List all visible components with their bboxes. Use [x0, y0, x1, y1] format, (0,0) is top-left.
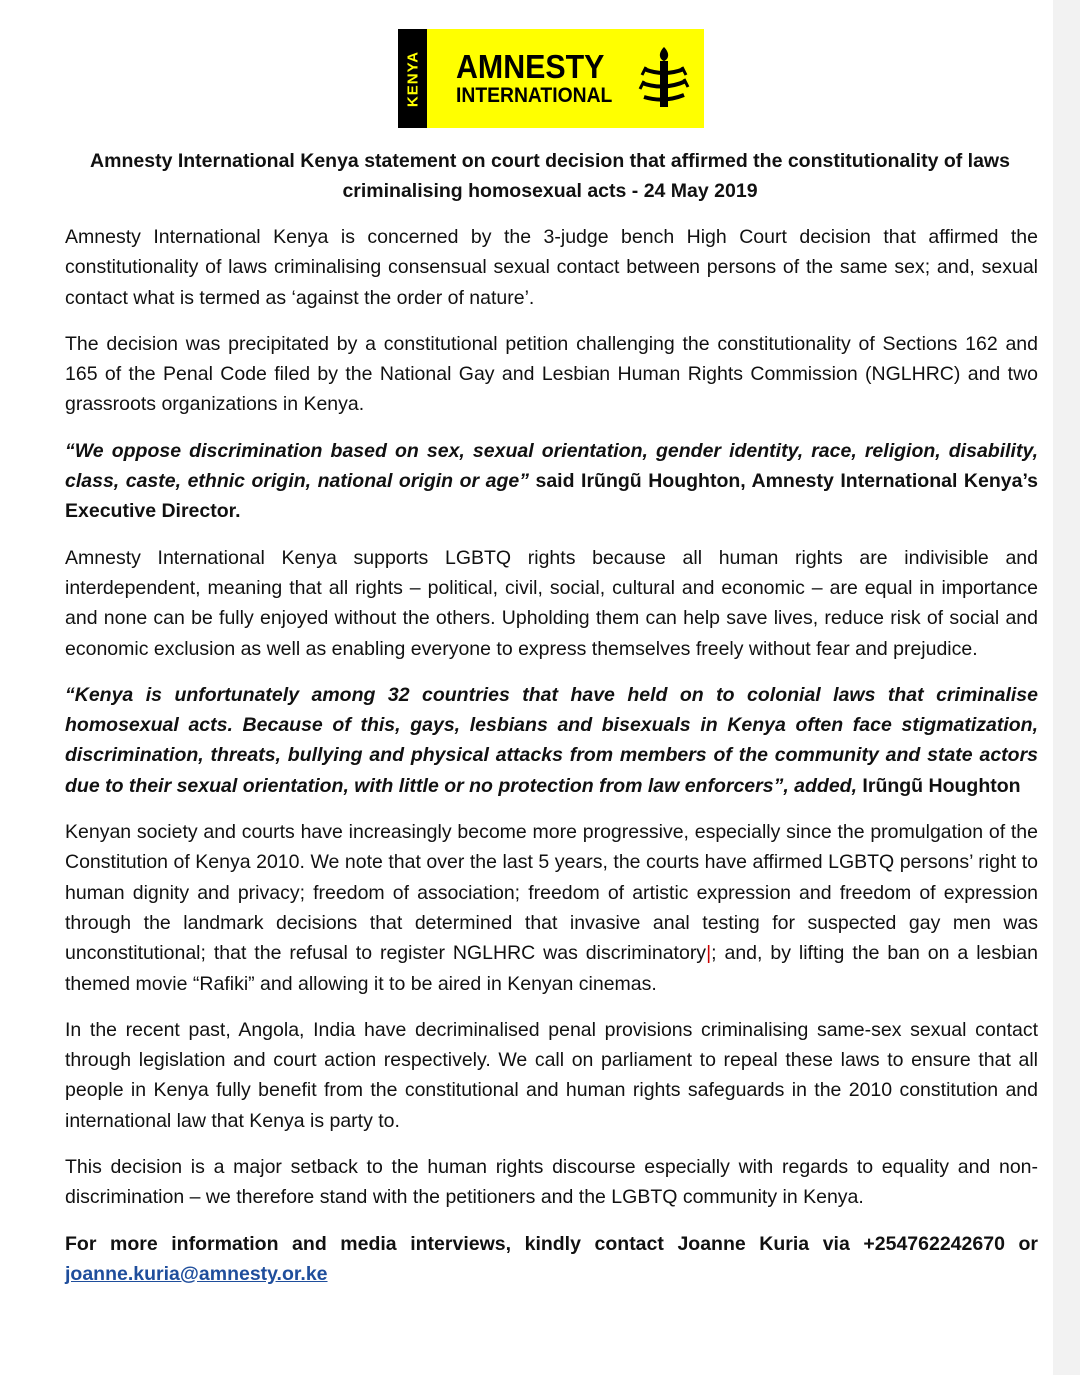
paragraph-contact	[65, 1229, 1038, 1290]
page-title: Amnesty International Kenya statement on court decision that affirmed the constitutionality of laws criminalising homosexual acts - 24 May 2019	[90, 150, 1010, 202]
statement-body	[65, 222, 1038, 1305]
amnesty-kenya-logo	[398, 29, 704, 128]
logo-amnesty-text: AMNESTY	[456, 47, 605, 85]
text-cursor-mark: |	[706, 942, 712, 965]
contact-text: For more information and media interviews, kindly contact Joanne Kuria via +254762242670 or	[65, 1232, 1038, 1255]
paragraph-setback: This decision is a major setback to the human rights discourse especially with regards to equality and non-discrimination – we therefore stand with the petitioners and the LGBTQ community in Kenya.	[65, 1156, 1038, 1209]
director-quote-attribution: said Irũngũ Houghton, Amnesty International Kenya’s Executive Director.	[65, 470, 1038, 523]
paragraph-progressive-courts	[65, 817, 1038, 999]
candle-barbed-wire-icon	[638, 45, 690, 113]
paragraph-call-to-parliament: In the recent past, Angola, India have decriminalised penal provisions criminalising same-sex sexual contact through legislation and court action respectively. We call on parliament to repeal these laws to ensure that all people in Kenya fully benefit from the constitutional and human rights safeguards in the 2010 constitution and international law that Kenya is party to.	[65, 1018, 1038, 1132]
logo-kenya-text: KENYA	[404, 50, 421, 107]
contact-email-link[interactable]: joanne.kuria@amnesty.or.ke	[65, 1262, 328, 1285]
colonial-laws-quote-attribution: Irũngũ Houghton	[857, 774, 1021, 797]
paragraph-lgbtq-rights: Amnesty International Kenya supports LGBTQ rights because all human rights are indivisible and interdependent, meaning that all rights – political, civil, social, cultural and economic – are equal in importance and none can be fully enjoyed without the others. Upholding them can help save lives, reduce risk of social and economic exclusion as well as enabling everyone to express themselves freely without fear and prejudice.	[65, 546, 1038, 660]
paragraph-petition: The decision was precipitated by a constitutional petition challenging the constitutionality of Sections 162 and 165 of the Penal Code filed by the National Gay and Lesbian Human Rights Commission (NGLHRC) and two grassroots organizations in Kenya.	[65, 332, 1038, 416]
logo-international-text: INTERNATIONAL	[456, 83, 613, 107]
logo-wordmark	[427, 29, 626, 128]
colonial-laws-quote-text: “Kenya is unfortunately among 32 countries that have held on to colonial laws that criminalise homosexual acts. Because of this, gays, lesbians and bisexuals in Kenya often face stigmatization, discrimination, threats, bullying and physical attacks from members of the community and state actors due to their sexual orientation, with little or no protection from law enforcers”, added,	[65, 683, 1038, 797]
page-right-margin	[1053, 0, 1080, 1375]
progressive-courts-text: Kenyan society and courts have increasingly become more progressive, especially since the promulgation of the Constitution of Kenya 2010. We note that over the last 5 years, the courts have affirmed LGBTQ persons’ right to human dignity and privacy; freedom of association; freedom of artistic expression and freedom of expression through the landmark decisions that determined that invasive anal testing for suspected gay men was unconstitutional; that the refusal to register NGLHRC was discriminatory	[65, 821, 1038, 965]
paragraph-director-quote	[65, 436, 1038, 527]
director-quote-text: “We oppose discrimination based on sex, sexual orientation, gender identity, race, religion, disability, class, caste, ethnic origin, national origin or age”	[65, 439, 1038, 493]
paragraph-colonial-laws-quote	[65, 680, 1038, 801]
progressive-courts-text-continued: ; and, by lifting the ban on a lesbian themed movie “Rafiki” and allowing it to be aired in Kenyan cinemas.	[65, 942, 1038, 995]
logo-kenya-strip	[398, 29, 427, 128]
paragraph-concern: Amnesty International Kenya is concerned by the 3-judge bench High Court decision that affirmed the constitutionality of laws criminalising consensual sexual contact between persons of the same sex; and, sexual contact what is termed as ‘against the order of nature’.	[65, 226, 1038, 309]
